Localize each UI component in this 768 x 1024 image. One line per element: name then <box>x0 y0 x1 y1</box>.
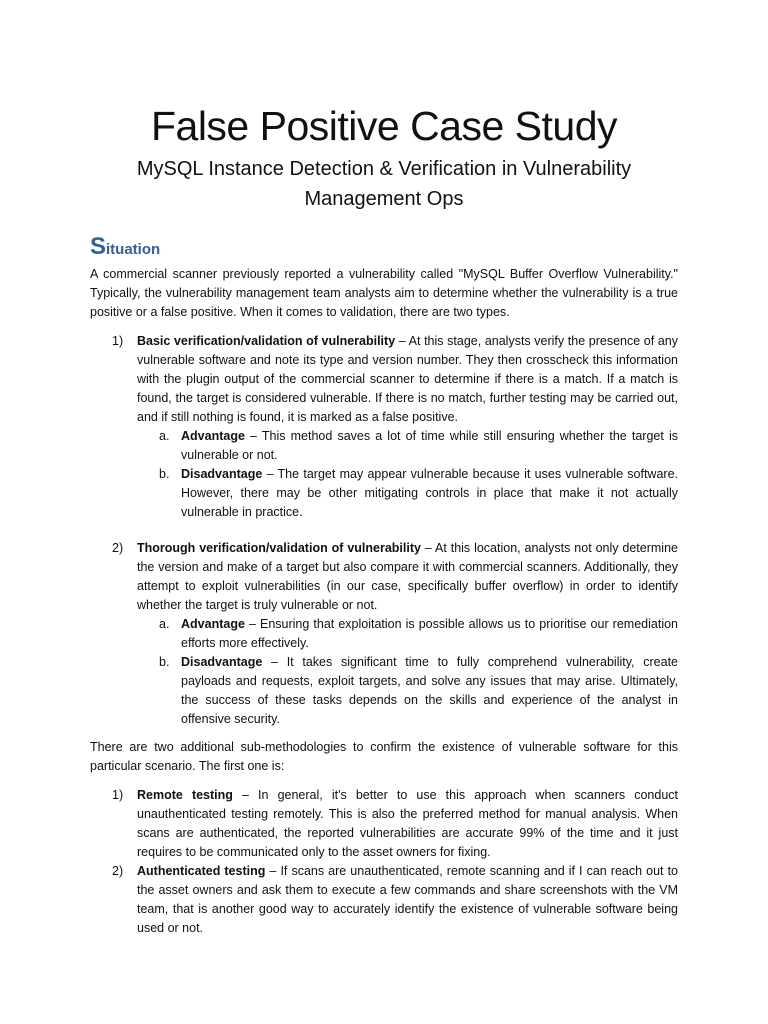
item-text: – If scans are unauthenticated, remote scanning and if I can reach out to the asset owners and ask them to execute a few commands and share screenshots with the VM team, that is another good way to accurately identify the existence of vulnerable software being used or not. <box>137 864 678 935</box>
sub-item-label: Advantage <box>181 429 245 443</box>
item-label: Authenticated testing <box>137 864 266 878</box>
item-label: Thorough verification/validation of vulnerability <box>137 541 421 555</box>
sub-list-item <box>137 653 678 729</box>
sub-list <box>137 615 678 729</box>
item-label: Basic verification/validation of vulnerability <box>137 334 396 348</box>
sub-item-text: – This method saves a lot of time while still ensuring whether the target is vulnerable or not. <box>181 429 678 462</box>
sub-item-label: Disadvantage <box>181 467 263 481</box>
methods-intro-paragraph: There are two additional sub-methodologies to confirm the existence of vulnerable software for this particular scenario. The first one is: <box>90 740 678 773</box>
item-text: – At this location, analysts not only determine the version and make of a target but also compare it with commercial scanners. Additionally, they attempt to exploit vulnerabilities (in our case, specifically buffer overflow) in order to identify whether the target is truly vulnerable or not. <box>137 541 678 612</box>
list-number: 2) <box>112 864 124 878</box>
sub-item-text: – Ensuring that exploitation is possible allows us to prioritise our remediation efforts more effectively. <box>181 617 678 650</box>
situation-heading-rest: ituation <box>106 241 161 258</box>
validation-type-item <box>90 539 678 729</box>
sub-list-item <box>137 427 678 465</box>
sub-list-letter: a. <box>159 617 170 631</box>
validation-types-list <box>90 332 678 729</box>
methods-list <box>90 786 678 938</box>
subtitle-line-1: MySQL Instance Detection & Verification in Vulnerability <box>136 158 632 180</box>
sub-item-label: Advantage <box>181 617 245 631</box>
list-number: 2) <box>112 541 124 555</box>
sub-list <box>137 427 678 522</box>
method-item <box>90 786 678 862</box>
sub-list-letter: a. <box>159 429 170 443</box>
situation-heading <box>90 234 678 263</box>
sub-list-letter: b. <box>159 467 170 481</box>
subtitle-line-2: Management Ops <box>304 188 464 210</box>
sub-item-label: Disadvantage <box>181 655 263 669</box>
spacer <box>90 729 678 738</box>
spacer <box>90 522 678 539</box>
sub-list-item <box>137 615 678 653</box>
document-subtitle <box>90 152 678 214</box>
item-label: Remote testing <box>137 788 233 802</box>
validation-type-item <box>90 332 678 522</box>
sub-list-letter: b. <box>159 655 170 669</box>
item-text: – In general, it's better to use this approach when scanners conduct unauthenticated testing remotely. This is also the preferred method for manual analysis. When scans are authenticated, the reported vulnerabilities are accurate 99% of the time and it just requires to be communicated only to the asset owners for fixing. <box>137 788 678 859</box>
list-number: 1) <box>112 788 124 802</box>
method-item <box>90 862 678 938</box>
sub-item-text: – The target may appear vulnerable because it uses vulnerable software. However, there may be other mitigating controls in place that make it not actually vulnerable in practice. <box>181 467 678 519</box>
intro-paragraph: A commercial scanner previously reported a vulnerability called "MySQL Buffer Overflow Vulnerability." Typically, the vulnerability management team analysts aim to determine whether the vulnerability is a true positive or a false positive. When it comes to validation, there are two types. <box>90 267 678 319</box>
sub-list-item <box>137 465 678 522</box>
list-number: 1) <box>112 334 124 348</box>
sub-item-text: – It takes significant time to fully comprehend vulnerability, create payloads and requests, exploit targets, and solve any issues that may arise. Ultimately, the success of these tasks depends on the skills and experience of the analyst in offensive security. <box>181 655 678 726</box>
situation-heading-initial: S <box>90 233 107 260</box>
item-text: – At this stage, analysts verify the presence of any vulnerable software and note its type and version number. They then crosscheck this information with the plugin output of the commercial scanner to determine if there is a match. If a match is found, the target is considered vulnerable. If there is no match, further testing may be carried out, and if still nothing is found, it is marked as a false positive. <box>137 334 679 424</box>
document-title: False Positive Case Study <box>150 103 618 149</box>
